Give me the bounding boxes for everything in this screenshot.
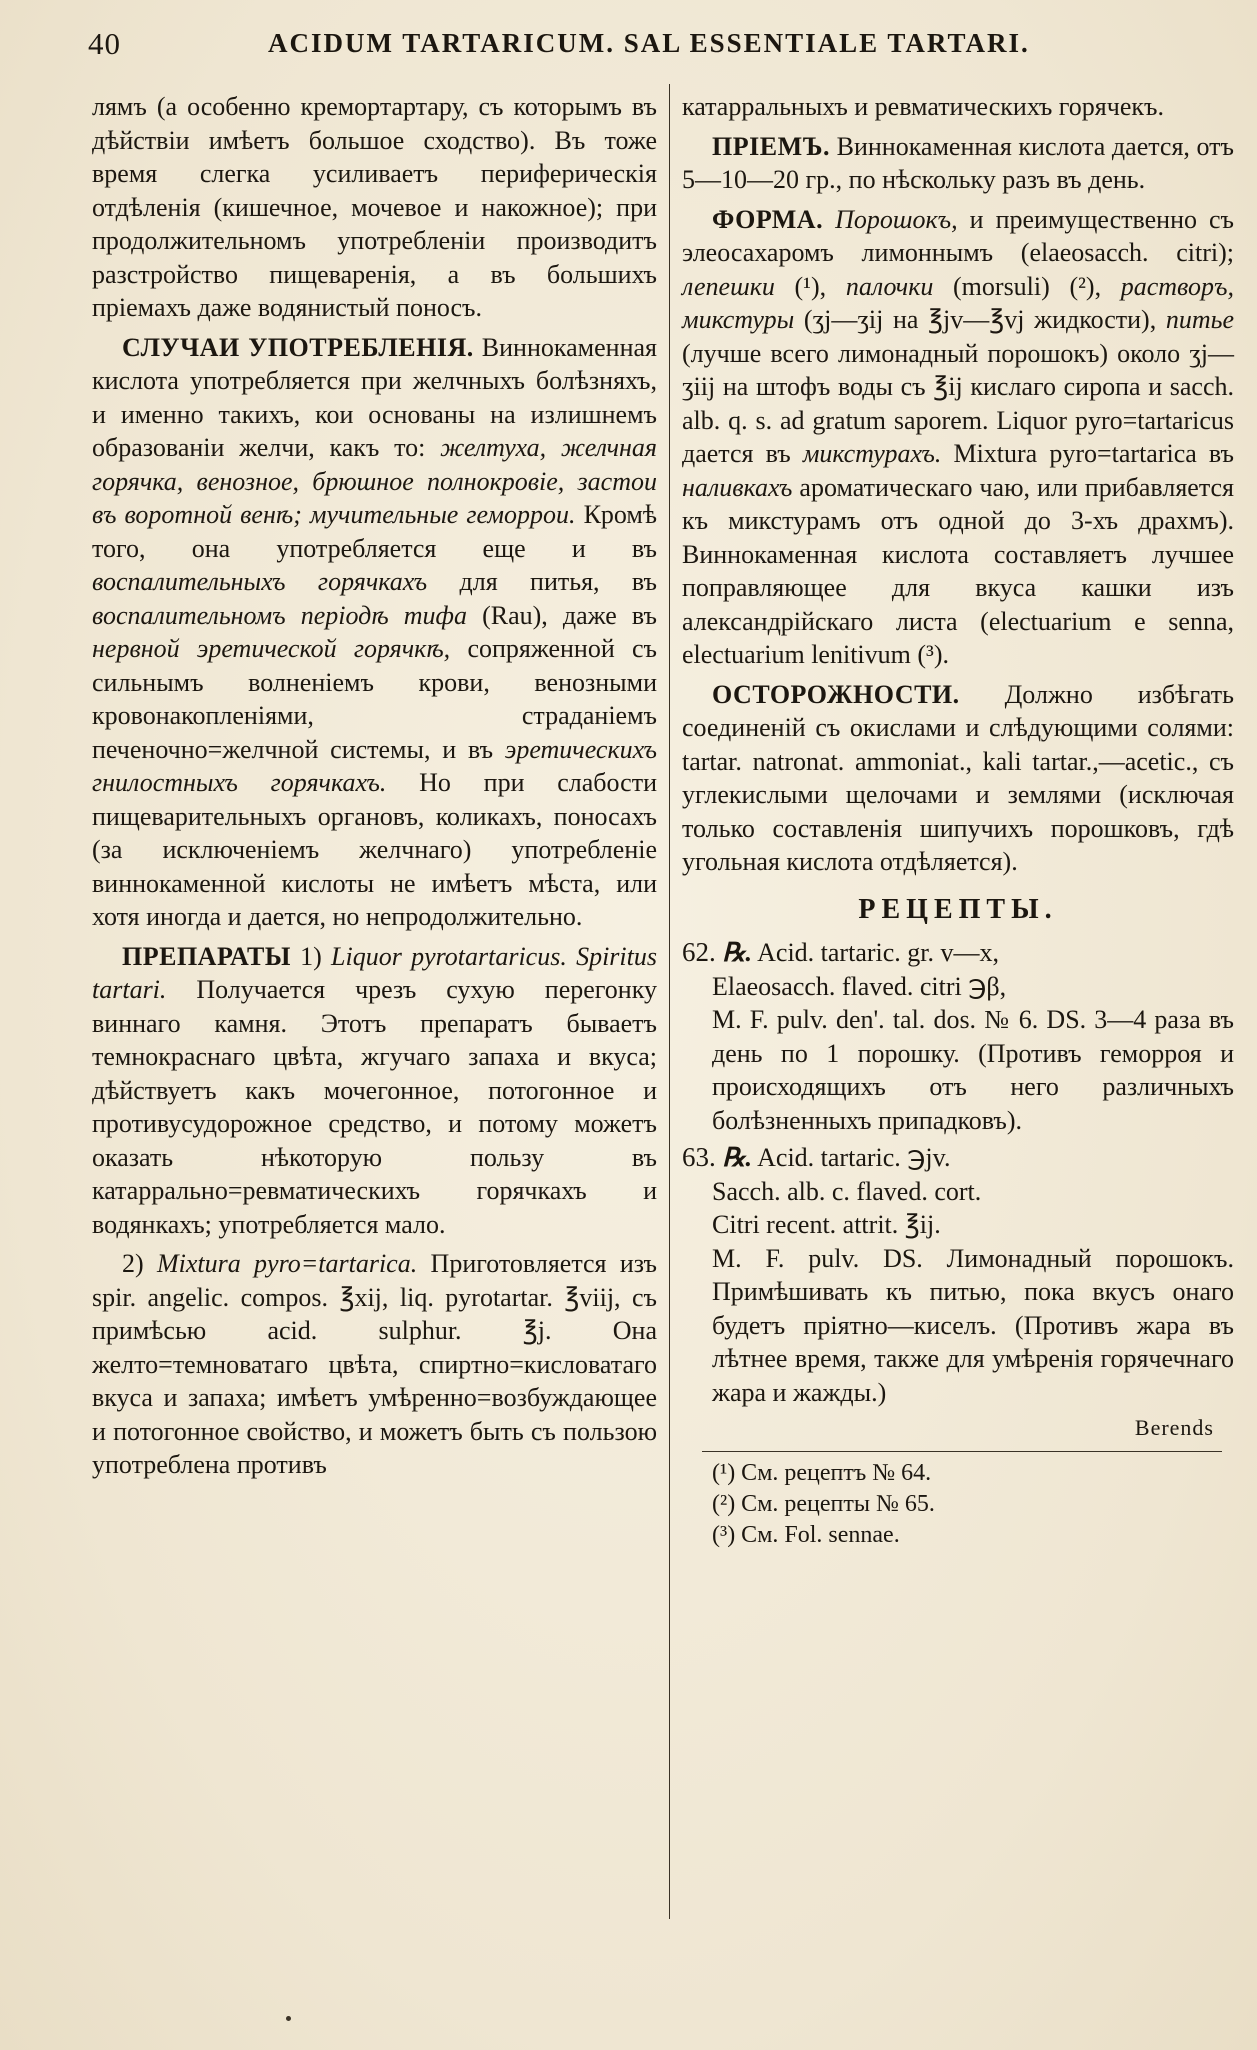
form-item: растворъ, микстуры bbox=[682, 271, 1234, 334]
paragraph-effects: лямъ (а особенно кремортартару, съ которымъ въ дѣйствіи имѣетъ большое сходство). Въ тоже время слегка усиливаетъ периферическія отдѣленія (кишечное, мочевое и накожное); при продолжительномъ употребленіи производитъ разстройство пищеваренія, а въ большихъ пріемахъ даже водянистый поносъ. bbox=[92, 92, 657, 322]
cases-heading: СЛУЧАИ УПОТРЕБЛЕНІЯ. bbox=[122, 332, 474, 362]
form-text: (лучше всего лимонадный порошокъ) около ʒj—ʒiij на штофъ воды съ ℥ij кислаго сиропа и sacch. alb. q. s. ad gratum saporem. Liquor pyro=tartaricus дается въ bbox=[682, 338, 1234, 468]
form-item: наливкахъ bbox=[682, 472, 793, 502]
recipes-title: РЕЦЕПТЫ. bbox=[858, 893, 1058, 925]
prep2-text: Приготовляется изъ spir. angelic. compos. ℥xij, liq. pyrotartar. ℥viij, съ примѣсью acid. sulphur. ℥j. Она желто=темноватаго цвѣта, спиртно=кисловатаго вкуса и запаха; имѣетъ умѣренно=возбуждающее и потогонное свойство, и можетъ быть съ пользою употреблена противъ bbox=[92, 1249, 657, 1479]
recipe-62 bbox=[682, 936, 1234, 1137]
paragraph-cases bbox=[92, 331, 657, 934]
cases-text: Кромѣ того, она употребляется еще и въ bbox=[92, 500, 657, 563]
recipe-63 bbox=[682, 1141, 1234, 1409]
form-item: лепешки bbox=[682, 271, 775, 301]
form-item: микстурахъ. bbox=[802, 439, 942, 468]
form-text: (¹), bbox=[774, 271, 846, 301]
cases-text: (Rau), даже въ bbox=[467, 600, 657, 630]
rx-icon: ℞. bbox=[722, 1143, 753, 1172]
left-column bbox=[92, 90, 657, 1482]
cases-diseases-4: нервной эретической горячкѣ, bbox=[92, 634, 451, 663]
right-column bbox=[682, 90, 1234, 1551]
paragraph-dose bbox=[682, 130, 1234, 197]
prep-text: 1) bbox=[290, 941, 332, 971]
cautions-text: Должно избѣгать соединеній съ окислами и слѣдующими солями: tartar. natronat. ammoniat., kali tartar.,—acetic., съ углекислыми щелочами и землями (исключая только составленія шипучихъ порошковъ, гдѣ угольная кислота отдѣляется). bbox=[682, 679, 1234, 876]
form-text: и преимущественно съ элеосахаромъ лимоннымъ (elaeosacch. citri); bbox=[682, 204, 1235, 267]
recipe-line: M. F. pulv. DS. Лимонадный порошокъ. Примѣшивать къ питью, пока вкусъ онаго будетъ пріятно—киселъ. (Противъ жара въ лѣтнее время, также для умѣренія горячечнаго жара и жажды.) bbox=[712, 1243, 1234, 1407]
recipe-line: Acid. tartaric. ℈jv. bbox=[752, 1143, 951, 1172]
footnotes bbox=[682, 1458, 1234, 1551]
form-heading: ФОРМА. bbox=[712, 204, 824, 234]
cases-diseases-1: желтуха, желчная горячка, венозное, брюшное полнокровіе, застои въ воротной венѣ; мучительные геморрои. bbox=[92, 433, 658, 529]
page-header bbox=[88, 22, 1227, 66]
paragraph-cautions bbox=[682, 678, 1234, 879]
form-text: (morsuli) (²), bbox=[933, 271, 1121, 301]
page-number: 40 bbox=[88, 26, 121, 61]
form-item: Порошокъ, bbox=[835, 204, 958, 234]
recipe-line: Elaeosacch. flaved. citri ℈β, bbox=[712, 971, 1007, 1001]
footnote-divider bbox=[702, 1451, 1222, 1452]
ink-dot bbox=[286, 2016, 291, 2021]
cautions-heading: ОСТОРОЖНОСТИ. bbox=[712, 679, 960, 709]
footnote-2: (²) См. рецепты № 65. bbox=[712, 1490, 935, 1517]
cases-text: Виннокаменная кислота употребляется при желчныхъ болѣзняхъ, и именно такихъ, кои основаны на излишнемъ образованіи желчи, какъ то: bbox=[92, 332, 657, 462]
footnote-3: (³) См. Fol. sennae. bbox=[712, 1521, 900, 1548]
form-text: Mixtura pyro=tartarica въ bbox=[941, 439, 1235, 468]
cases-text: для питья, въ bbox=[427, 567, 657, 596]
footnote-1: (¹) См. рецептъ № 64. bbox=[712, 1459, 932, 1486]
dose-text: Виннокаменная кислота дается, отъ 5—10—20 гр., по нѣскольку разъ въ день. bbox=[682, 131, 1234, 194]
form-text: (ʒj—ʒij на ℥jv—℥vj жидкости), bbox=[794, 305, 1166, 334]
paragraph-form bbox=[682, 203, 1234, 672]
cases-diseases-2: воспалительныхъ горячкахъ bbox=[92, 567, 428, 596]
form-item: палочки bbox=[845, 271, 934, 301]
author-signature: Berends bbox=[1134, 1415, 1214, 1440]
recipe-number: 62. bbox=[682, 937, 716, 967]
form-item: питье bbox=[1165, 305, 1234, 334]
form-text: ароматическаго чаю, или прибавляется къ микстурамъ отъ одной до 3-хъ драхмъ). Виннокаменная кислота составляетъ лучшее поправляющее для вкуса кашки изъ александрійскаго листа (electuarium e senna, electuarium lenitivum (³). bbox=[682, 472, 1234, 669]
cases-text: Но при слабости пищеварительныхъ органовъ, коликахъ, поносахъ (за исключеніемъ желчнаго) употребленіе виннокаменной кислоты не имѣетъ мѣста, или хотя иногда и дается, но непродолжительно. bbox=[92, 768, 657, 931]
recipe-line: Acid. tartaric. gr. v—x, bbox=[752, 938, 999, 967]
cases-diseases-3: воспалительномъ періодѣ тифа bbox=[92, 600, 467, 630]
recipe-line: Sacch. alb. c. flaved. cort. bbox=[712, 1176, 982, 1206]
prep2-text: 2) bbox=[122, 1249, 157, 1278]
cases-text: сопряженной съ сильнымъ волненіемъ крови, венозными кровонакопленіями, страданіемъ печеночно=желчной системы, и въ bbox=[92, 634, 657, 764]
cases-diseases-5: эретическихъ гнилостныхъ горячкахъ. bbox=[92, 734, 657, 797]
paragraph-preparations bbox=[92, 940, 657, 1242]
recipe-line: Citri recent. attrit. ℥ij. bbox=[712, 1210, 941, 1239]
rx-icon: ℞. bbox=[722, 938, 753, 967]
prep-name-2: Mixtura pyro=tartarica. bbox=[156, 1249, 418, 1278]
preparations-heading: ПРЕПАРАТЫ bbox=[122, 941, 291, 971]
recipe-number: 63. bbox=[682, 1142, 716, 1172]
running-title: ACIDUM TARTARICUM. SAL ESSENTIALE TARTARI. bbox=[268, 28, 1030, 58]
prep-text: Получается чрезъ сухую перегонку виннаго камня. Этотъ препаратъ бываетъ темнокраснаго цвѣта, жгучаго запаха и вкуса; дѣйствуетъ какъ мочегонное, потогонное и противусудорожное средство, и потому можетъ оказать нѣкоторую пользу въ катаррально=ревматическихъ горячкахъ и водянкахъ; употребляется мало. bbox=[92, 975, 657, 1239]
paragraph-continued: катарральныхъ и ревматическихъ горячекъ. bbox=[682, 92, 1164, 121]
recipe-line: M. F. pulv. den'. tal. dos. № 6. DS. 3—4 раза въ день по 1 порошку. (Противъ геморроя и происходящихъ отъ него различныхъ болѣзненныхъ припадковъ). bbox=[712, 1005, 1234, 1135]
dose-heading: ПРІЕМЪ. bbox=[712, 131, 830, 161]
paragraph-preparation-2 bbox=[92, 1247, 657, 1482]
column-divider bbox=[669, 84, 670, 1919]
prep-name-1: Liquor pyrotartaricus. Spiritus tartari. bbox=[92, 941, 657, 1004]
